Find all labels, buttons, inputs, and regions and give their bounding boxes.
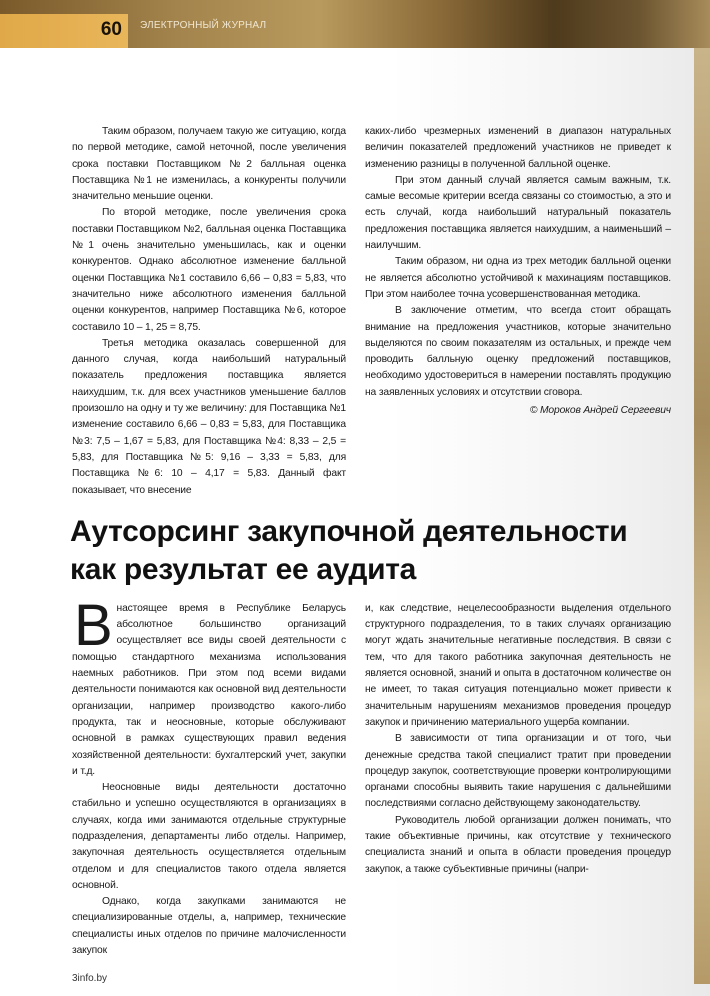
page-number: 60	[100, 19, 122, 40]
paragraph: Таким образом, ни одна из трех методик балльной оценки не является абсолютно устойчивой к махинациям поставщиков. При этом наиболее точна усовершенствованная методика.	[365, 256, 671, 300]
prev-article	[72, 124, 671, 499]
prev-article-column-1	[72, 124, 346, 499]
journal-name: ЭЛЕКТРОННЫЙ ЖУРНАЛ	[140, 20, 267, 31]
article-column-1	[72, 592, 346, 960]
paragraph: При этом данный случай является самым важным, т.к. самые весомые критерии всегда связаны со стоимостью, а это и есть случай, когда наибольший натуральный показатель предложения поставщика является наихудшим, а наименьший – наилучшим.	[365, 174, 671, 252]
author-signature: © Мороков Андрей Сергеевич	[529, 405, 671, 417]
article-body	[72, 592, 671, 960]
paragraph: По второй методике, после увеличения срока поставки Поставщиком №2, балльная оценка Поставщика №1 очень значительно уменьшилась, как и оценки конкурентов. Однако абсолютное изменение балльной оценки Поставщика №1 составило 6,66 – 0,83 = 5,83, что значительно ниже абсолютного изменения балльной оценки конкурентов, например Поставщика №6, которое составило 10 – 1, 25 = 8,75.	[72, 207, 346, 333]
article-column-2	[365, 601, 671, 878]
prev-article-column-2	[365, 124, 671, 419]
paragraph: Третья методика оказалась совершенной для данного случая, когда наибольший натуральный показатель предложения поставщика является наихудшим, т.к. для всех участников уменьшение баллов произошло на одну и ту же величину: для Поставщика №1 изменение составило 6,66 – 0,83 = 5,83, для Поставщика №3: 7,5 – 1,67 = 5,83, для Поставщика №4: 8,33 – 2,5 = 5,83, для Поставщика №5: 9,16 – 3,33 = 5,83, для Поставщика №6: 10 – 4,17 = 5,83. Данный факт показывает, что внесение	[72, 337, 346, 496]
paragraph: Неосновные виды деятельности достаточно стабильно и успешно осуществляются в организациях в случаях, когда ими занимаются отдельные структурные подразделения, департаменты либо отделы. Например, закупочная деятельность осуществляется отдельным отделом и для специалистов такого отдела является основной.	[72, 782, 346, 891]
paragraph: Таким образом, получаем такую же ситуацию, когда по первой методике, самой неточной, после увеличения срока поставки Поставщиком №2 балльная оценка Поставщика №1 не изменилась, а конкуренты получили значительно меньшие оценки.	[72, 126, 346, 203]
paragraph: каких-либо чрезмерных изменений в диапазон натуральных величин показателей предложений участников не приведет к изменению разницы в полученной балльной оценке.	[365, 126, 671, 170]
paragraph-text: настоящее время в Республике Беларусь абсолютное большинство организаций осуществляет все виды своей деятельности с помощью стандартного механизма использования наемных работников. При этом под всеми видами деятельности понимаются как основной вид деятельности организации, например производство какого-либо продукта, так и неосновные, которые обслуживают основной в рамках существующих правил ведения хозяйственной деятельности: бухгалтерский учет, закупки и т.д.	[72, 602, 346, 777]
decorative-edge-strip	[694, 48, 710, 984]
paragraph: Руководитель любой организации должен понимать, что такие объективные причины, как отсутствие у технического специалиста знаний и опыта в области проведения процедур закупок, а также субъективные причины (напри-	[365, 814, 671, 875]
drop-cap: В	[74, 592, 113, 658]
footer-site-link[interactable]: 3info.by	[72, 973, 108, 985]
page-number-box	[0, 14, 128, 48]
paragraph	[72, 592, 346, 780]
paragraph: и, как следствие, нецелесообразности выделения отдельного структурного подразделения, то в таких случаях организацию могут ждать значительные негативные последствия. В связи с тем, что для такого работника закупочная деятельность не является основной, знаний и опыта в достаточном количестве он не имеет, то такая ситуация потенциально может привести к значительным нарушениям механизмов проведения процедур закупок и причинению материального ущерба компании.	[365, 602, 671, 728]
paragraph: В зависимости от типа организации и от того, чьи денежные средства такой специалист тратит при проведении процедур закупок, соответствующие проверки контролирующими органами способны выявить такие нарушения с дальнейшими последствиями согласно действующему законодательству.	[365, 733, 671, 810]
paragraph: В заключение отметим, что всегда стоит обращать внимание на предложения участников, которые значительно выделяются по своим показателям из остальных, и прежде чем проводить балльную оценку предложений поставщиков, необходимо удостовериться в намерении поставлять продукцию на заявленных условиях и отсутствии сговора.	[365, 305, 671, 398]
article-title: Аутсорсинг закупочной деятельности как результат ее аудита	[70, 514, 628, 586]
page-header	[0, 0, 710, 48]
paragraph: Однако, когда закупками занимаются не специализированные отделы, а, например, технические специалисты иных отделов по причине малочисленности закупок	[72, 896, 346, 957]
